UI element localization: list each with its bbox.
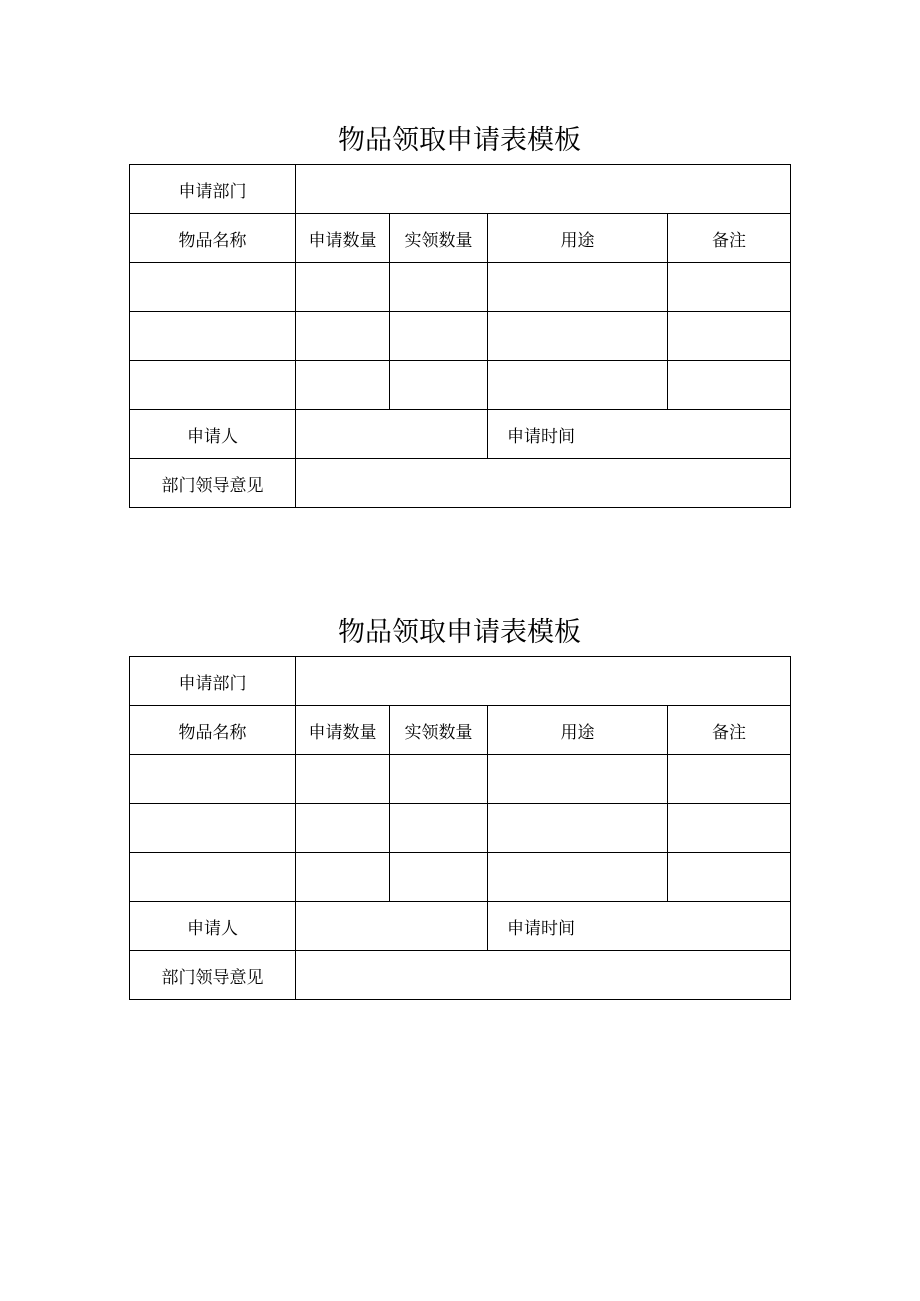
requested-qty-cell[interactable]: [296, 853, 390, 902]
department-row: [130, 165, 791, 214]
requested-qty-cell[interactable]: [296, 312, 390, 361]
remarks-cell[interactable]: [668, 804, 791, 853]
item-request-form-1: [129, 118, 790, 508]
item-name-cell[interactable]: [130, 804, 296, 853]
header-row: [130, 214, 791, 263]
leader-opinion-label: 部门领导意见: [130, 459, 296, 508]
item-request-form-2: [129, 610, 790, 1000]
remarks-header: 备注: [668, 214, 791, 263]
apply-time-field[interactable]: 申请时间: [488, 902, 791, 951]
applicant-field[interactable]: [296, 410, 488, 459]
request-form-table: [129, 656, 791, 1000]
received-qty-header: 实领数量: [390, 214, 488, 263]
request-form-table: [129, 164, 791, 508]
item-row: [130, 755, 791, 804]
remarks-cell[interactable]: [668, 361, 791, 410]
received-qty-header: 实领数量: [390, 706, 488, 755]
applicant-field[interactable]: [296, 902, 488, 951]
department-field[interactable]: [296, 657, 791, 706]
remarks-header: 备注: [668, 706, 791, 755]
department-label: 申请部门: [130, 657, 296, 706]
received-qty-cell[interactable]: [390, 263, 488, 312]
item-name-cell[interactable]: [130, 263, 296, 312]
requested-qty-cell[interactable]: [296, 804, 390, 853]
leader-opinion-field[interactable]: [296, 951, 791, 1000]
applicant-row: [130, 902, 791, 951]
purpose-cell[interactable]: [488, 804, 668, 853]
received-qty-cell[interactable]: [390, 312, 488, 361]
item-name-cell[interactable]: [130, 755, 296, 804]
remarks-cell[interactable]: [668, 312, 791, 361]
leader-opinion-field[interactable]: [296, 459, 791, 508]
purpose-cell[interactable]: [488, 755, 668, 804]
received-qty-cell[interactable]: [390, 755, 488, 804]
item-row: [130, 361, 791, 410]
department-label: 申请部门: [130, 165, 296, 214]
purpose-cell[interactable]: [488, 853, 668, 902]
purpose-cell[interactable]: [488, 312, 668, 361]
item-name-header: 物品名称: [130, 706, 296, 755]
remarks-cell[interactable]: [668, 853, 791, 902]
item-name-header: 物品名称: [130, 214, 296, 263]
item-row: [130, 312, 791, 361]
purpose-cell[interactable]: [488, 361, 668, 410]
requested-qty-cell[interactable]: [296, 263, 390, 312]
item-name-cell[interactable]: [130, 312, 296, 361]
applicant-label: 申请人: [130, 410, 296, 459]
department-field[interactable]: [296, 165, 791, 214]
purpose-cell[interactable]: [488, 263, 668, 312]
item-row: [130, 263, 791, 312]
received-qty-cell[interactable]: [390, 853, 488, 902]
purpose-header: 用途: [488, 214, 668, 263]
remarks-cell[interactable]: [668, 755, 791, 804]
applicant-label: 申请人: [130, 902, 296, 951]
header-row: [130, 706, 791, 755]
applicant-row: [130, 410, 791, 459]
item-row: [130, 853, 791, 902]
item-name-cell[interactable]: [130, 361, 296, 410]
leader-opinion-label: 部门领导意见: [130, 951, 296, 1000]
item-row: [130, 804, 791, 853]
requested-qty-cell[interactable]: [296, 361, 390, 410]
requested-qty-header: 申请数量: [296, 214, 390, 263]
form-title: 物品领取申请表模板: [338, 617, 581, 648]
item-name-cell[interactable]: [130, 853, 296, 902]
department-row: [130, 657, 791, 706]
apply-time-field[interactable]: 申请时间: [488, 410, 791, 459]
leader-opinion-row: [130, 951, 791, 1000]
form-title: 物品领取申请表模板: [338, 125, 581, 156]
requested-qty-cell[interactable]: [296, 755, 390, 804]
requested-qty-header: 申请数量: [296, 706, 390, 755]
purpose-header: 用途: [488, 706, 668, 755]
received-qty-cell[interactable]: [390, 361, 488, 410]
received-qty-cell[interactable]: [390, 804, 488, 853]
leader-opinion-row: [130, 459, 791, 508]
remarks-cell[interactable]: [668, 263, 791, 312]
